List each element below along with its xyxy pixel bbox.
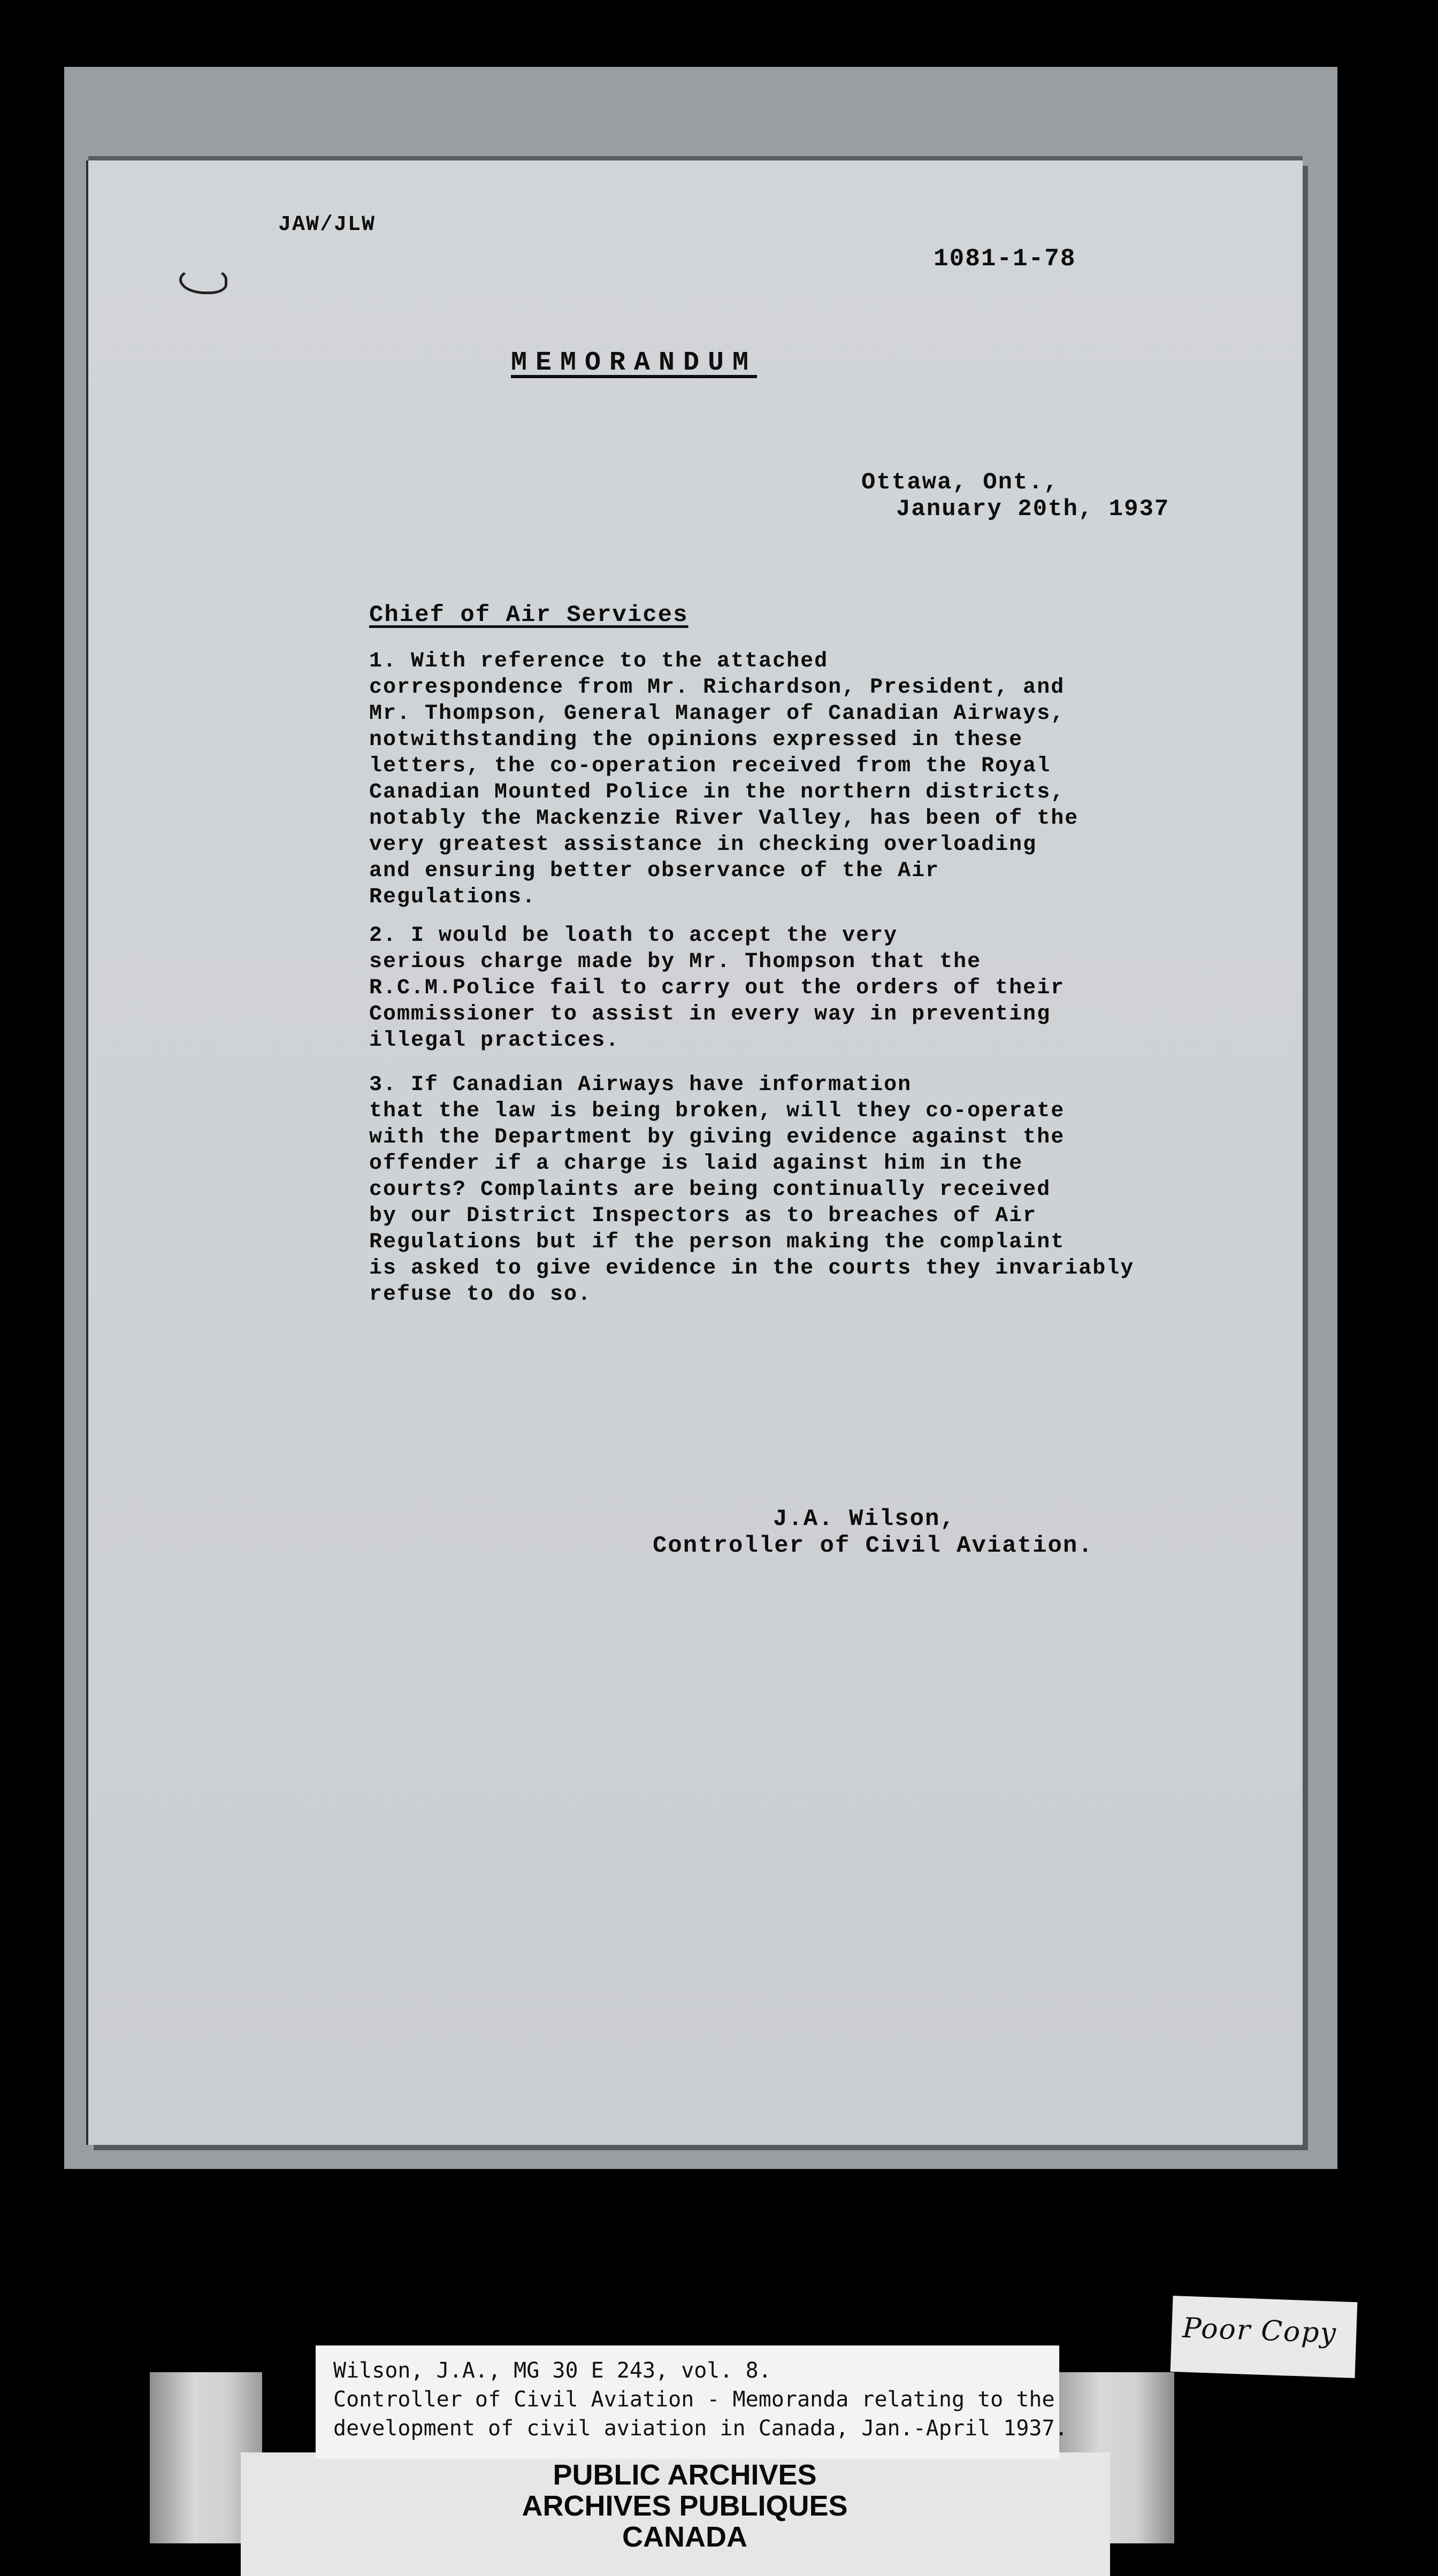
- paragraph-3: [369, 1072, 1134, 1308]
- poor-copy-note: [1171, 2296, 1358, 2378]
- paragraph-line: 2. I would be loath to accept the very: [369, 924, 898, 948]
- signature-title: Controller of Civil Aviation.: [653, 1532, 1093, 1559]
- paragraph-line: notwithstanding the opinions expressed in these: [369, 728, 1023, 752]
- addressee: Chief of Air Services: [369, 602, 689, 628]
- paragraph-line: very greatest assistance in checking overloading: [369, 833, 1037, 857]
- memo-date: January 20th, 1937: [896, 496, 1170, 523]
- paragraph-line: correspondence from Mr. Richardson, President, and: [369, 676, 1065, 700]
- paragraph-line: Commissioner to assist in every way in preventing: [369, 1002, 1051, 1026]
- paragraph-line: with the Department by giving evidence against the: [369, 1125, 1065, 1149]
- paragraph-line: 1. With reference to the attached: [369, 649, 829, 673]
- paragraph-line: and ensuring better observance of the Air: [369, 859, 940, 883]
- sheet-top-edge: [88, 156, 1303, 160]
- poor-copy-text: Poor Copy: [1182, 2312, 1337, 2350]
- paragraph-line: Regulations but if the person making the complaint: [369, 1230, 1065, 1254]
- citation-line-3: development of civil aviation in Canada, Jan.-April 1937.: [333, 2416, 1068, 2441]
- signature-name: J.A. Wilson,: [773, 1506, 955, 1532]
- paragraph-line: Canadian Mounted Police in the northern districts,: [369, 780, 1065, 804]
- paragraph-line: illegal practices.: [369, 1029, 620, 1053]
- paragraph-1: [369, 648, 1078, 910]
- paragraph-line: that the law is being broken, will they co-operate: [369, 1099, 1065, 1123]
- paragraph-line: serious charge made by Mr. Thompson that the: [369, 950, 982, 974]
- stamp-line-1: PUBLIC ARCHIVES: [553, 2459, 817, 2491]
- paragraph-line: Mr. Thompson, General Manager of Canadian Airways,: [369, 702, 1065, 726]
- paragraph-line: is asked to give evidence in the courts they invariably: [369, 1256, 1135, 1281]
- memo-title: MEMORANDUM: [511, 348, 758, 378]
- paragraph-line: Regulations.: [369, 885, 537, 909]
- paragraph-line: courts? Complaints are being continually received: [369, 1178, 1051, 1202]
- file-number: 1081-1-78: [934, 245, 1076, 273]
- paragraph-line: by our District Inspectors as to breaches of Air: [369, 1204, 1037, 1228]
- paragraph-line: refuse to do so.: [369, 1283, 592, 1307]
- memo-place: Ottawa, Ont.,: [861, 469, 1059, 496]
- paragraph-line: 3. If Canadian Airways have information: [369, 1073, 912, 1097]
- citation-text: [333, 2356, 1068, 2443]
- citation-line-2: Controller of Civil Aviation - Memoranda relating to the: [333, 2387, 1055, 2412]
- paragraph-line: offender if a charge is laid against him in the: [369, 1152, 1023, 1176]
- stamp-line-3: CANADA: [622, 2521, 747, 2553]
- public-archives-stamp: [471, 2459, 899, 2552]
- reference-initials: JAW/JLW: [278, 213, 376, 237]
- paragraph-line: notably the Mackenzie River Valley, has been of the: [369, 807, 1079, 831]
- paragraph-line: R.C.M.Police fail to carry out the orders of their: [369, 976, 1065, 1000]
- stamp-line-2: ARCHIVES PUBLIQUES: [522, 2490, 848, 2522]
- paragraph-line: letters, the co-operation received from the Royal: [369, 754, 1051, 778]
- paragraph-2: [369, 923, 1065, 1054]
- citation-line-1: Wilson, J.A., MG 30 E 243, vol. 8.: [333, 2358, 771, 2383]
- archive-citation-label: [316, 2345, 1068, 2459]
